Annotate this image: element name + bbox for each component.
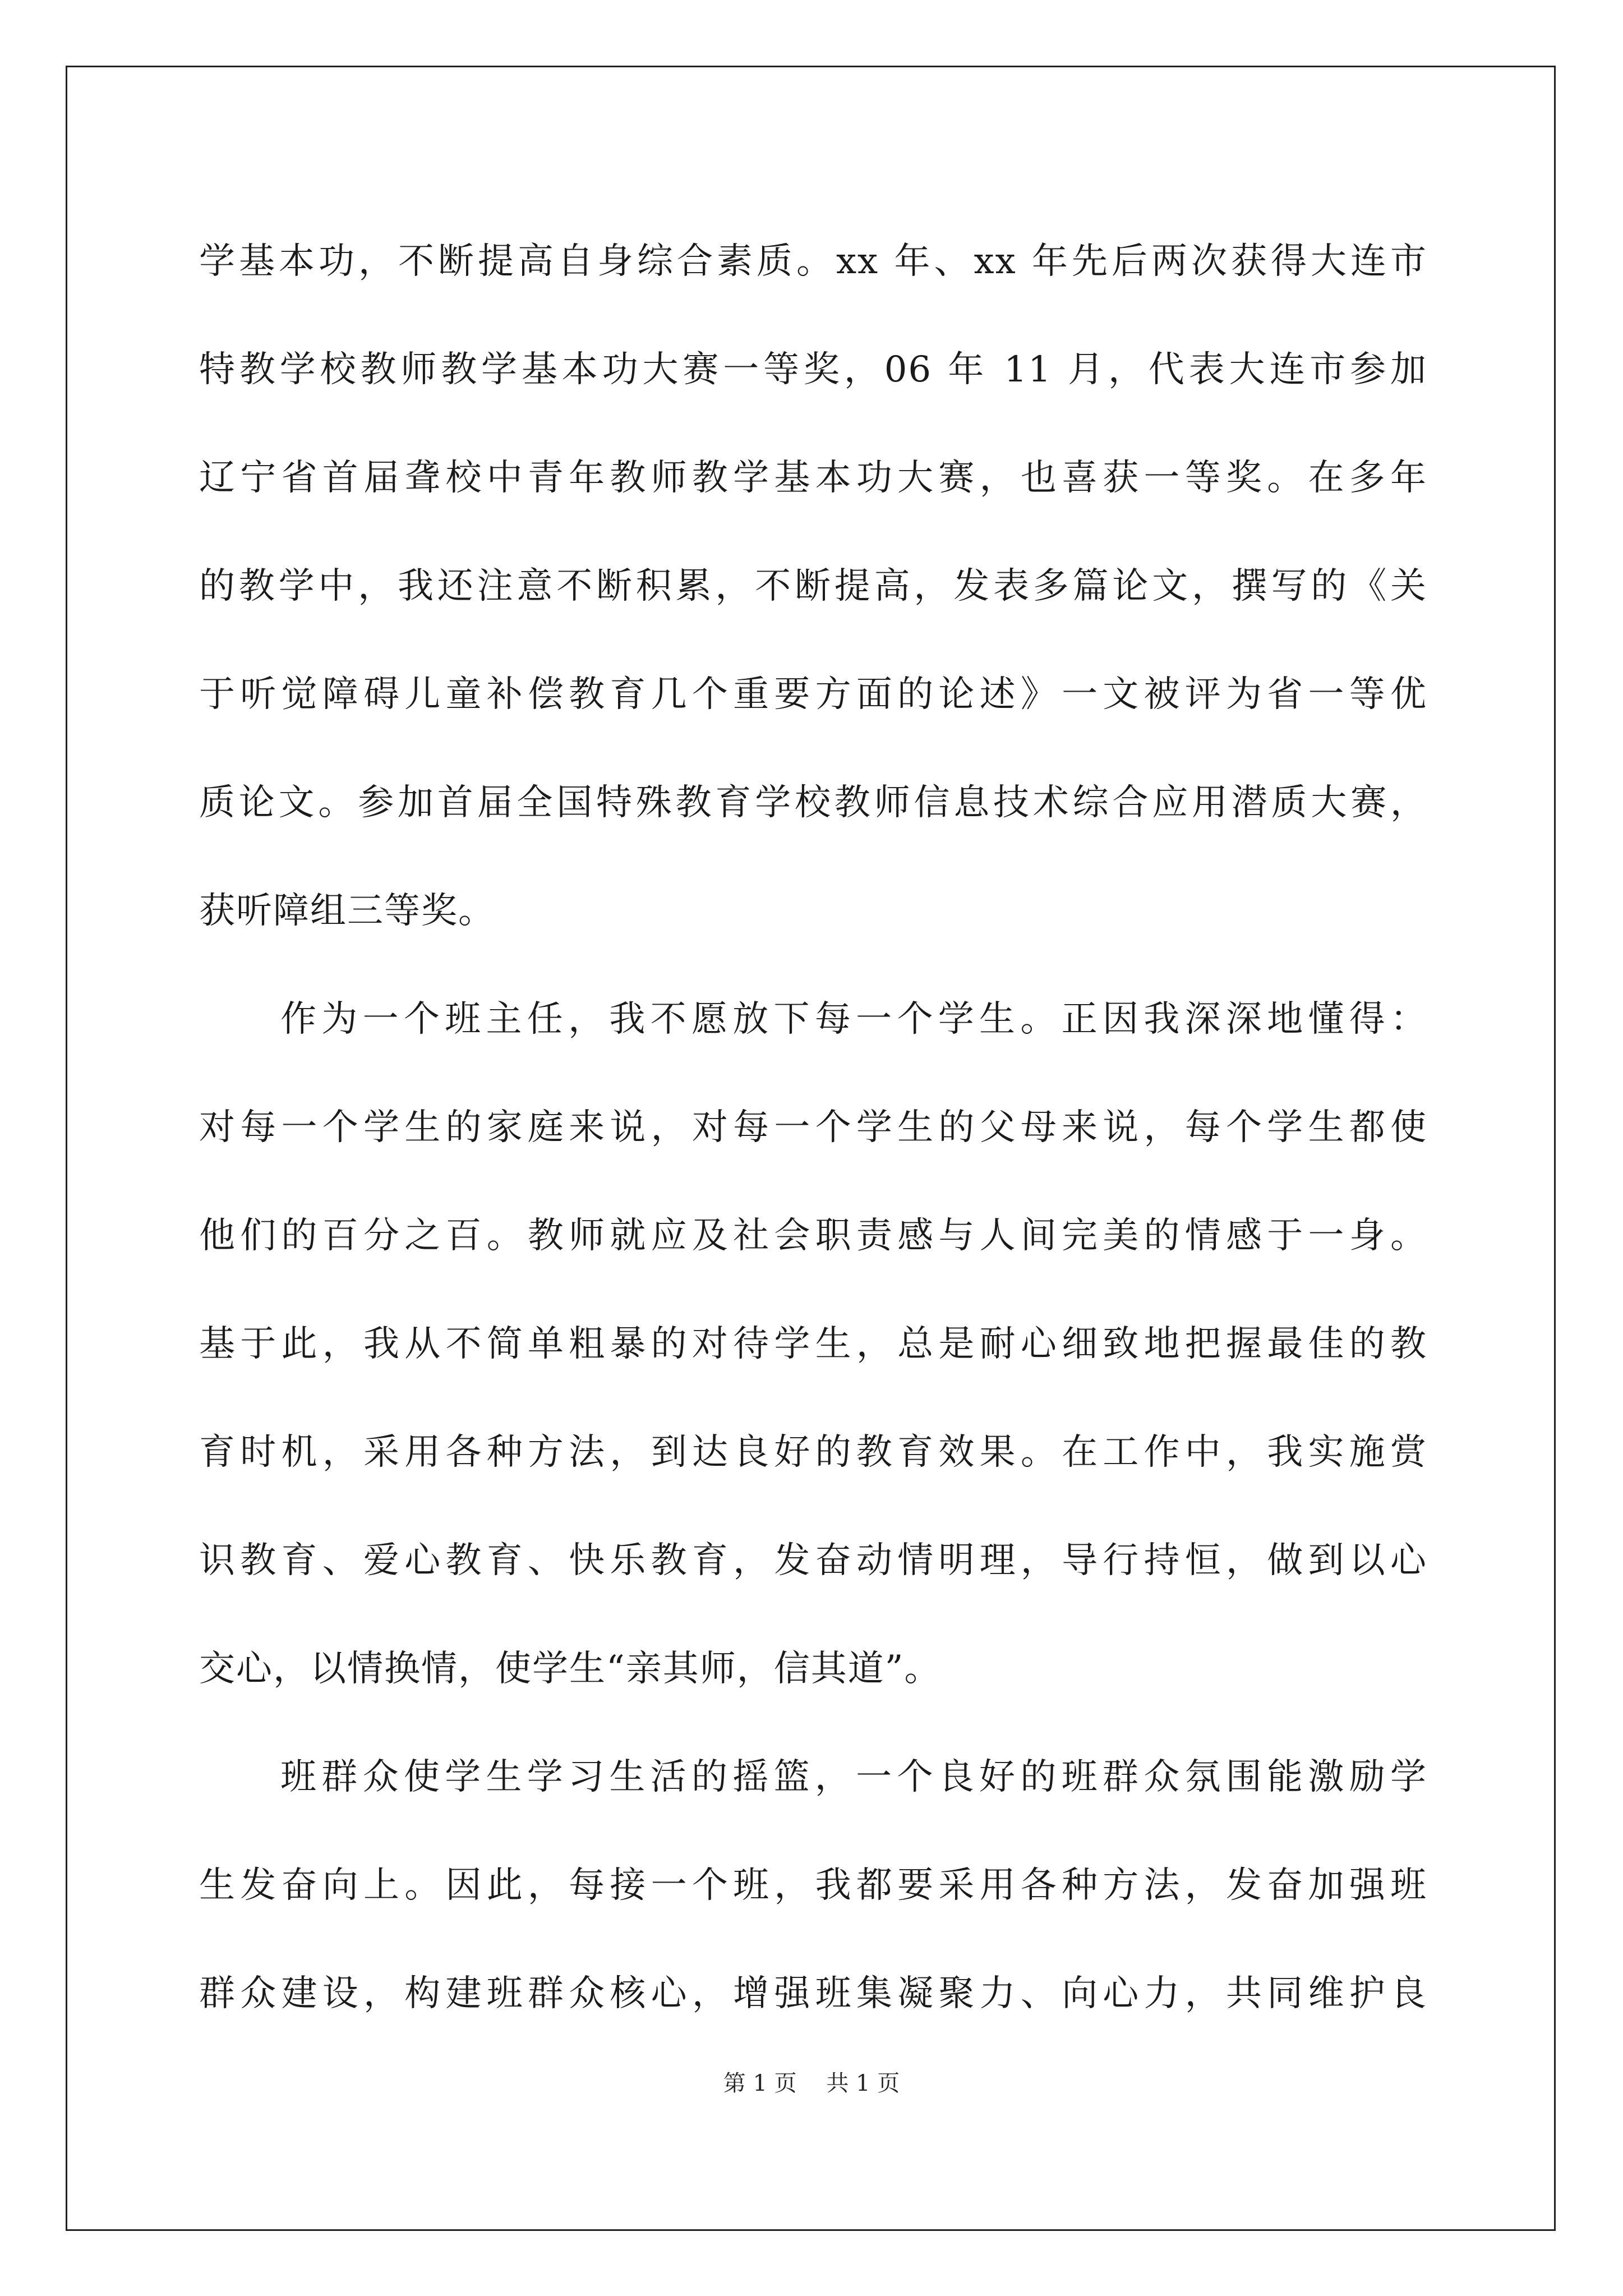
text-line: 交心，以情换情，使学生“亲其师，信其道”。	[199, 1648, 942, 1690]
text-line: 识教育、爱心教育、快乐教育，发奋动情明理，导行持恒，做到以心	[199, 1540, 1427, 1581]
text-line: 学基本功，不断提高自身综合素质。xx 年、xx 年先后两次获得大连市	[199, 241, 1427, 282]
text-line: 对每一个学生的家庭来说，对每一个学生的父母来说，每个学生都使	[199, 1107, 1427, 1148]
text-line: 作为一个班主任，我不愿放下每一个学生。正因我深深地懂得：	[280, 999, 1427, 1040]
text-line: 群众建设，构建班群众核心，增强班集凝聚力、向心力，共同维护良	[199, 1973, 1427, 2014]
text-line: 获听障组三等奖。	[199, 890, 495, 932]
text-line: 班群众使学生学习生活的摇篮，一个良好的班群众氛围能激励学	[280, 1756, 1427, 1798]
text-line: 于听觉障碍儿童补偿教育几个重要方面的论述》一文被评为省一等优	[199, 674, 1427, 715]
text-line: 辽宁省首届聋校中青年教师教学基本功大赛，也喜获一等奖。在多年	[199, 457, 1427, 499]
document-body	[199, 208, 1427, 2048]
text-line: 他们的百分之百。教师就应及社会职责感与人间完美的情感于一身。	[199, 1215, 1427, 1257]
text-line: 育时机，采用各种方法，到达良好的教育效果。在工作中，我实施赏	[199, 1432, 1427, 1473]
page-number-footer: 第 1 页 共 1 页	[723, 2070, 900, 2096]
text-line: 的教学中，我还注意不断积累，不断提高，发表多篇论文，撰写的《关	[199, 565, 1427, 607]
text-line: 特教学校教师教学基本功大赛一等奖，06 年 11 月，代表大连市参加	[199, 349, 1427, 390]
text-line: 质论文。参加首届全国特殊教育学校教师信息技术综合应用潜质大赛，	[199, 782, 1427, 823]
text-line: 生发奋向上。因此，每接一个班，我都要采用各种方法，发奋加强班	[199, 1865, 1427, 1906]
text-line: 基于此，我从不简单粗暴的对待学生，总是耐心细致地把握最佳的教	[199, 1323, 1427, 1365]
